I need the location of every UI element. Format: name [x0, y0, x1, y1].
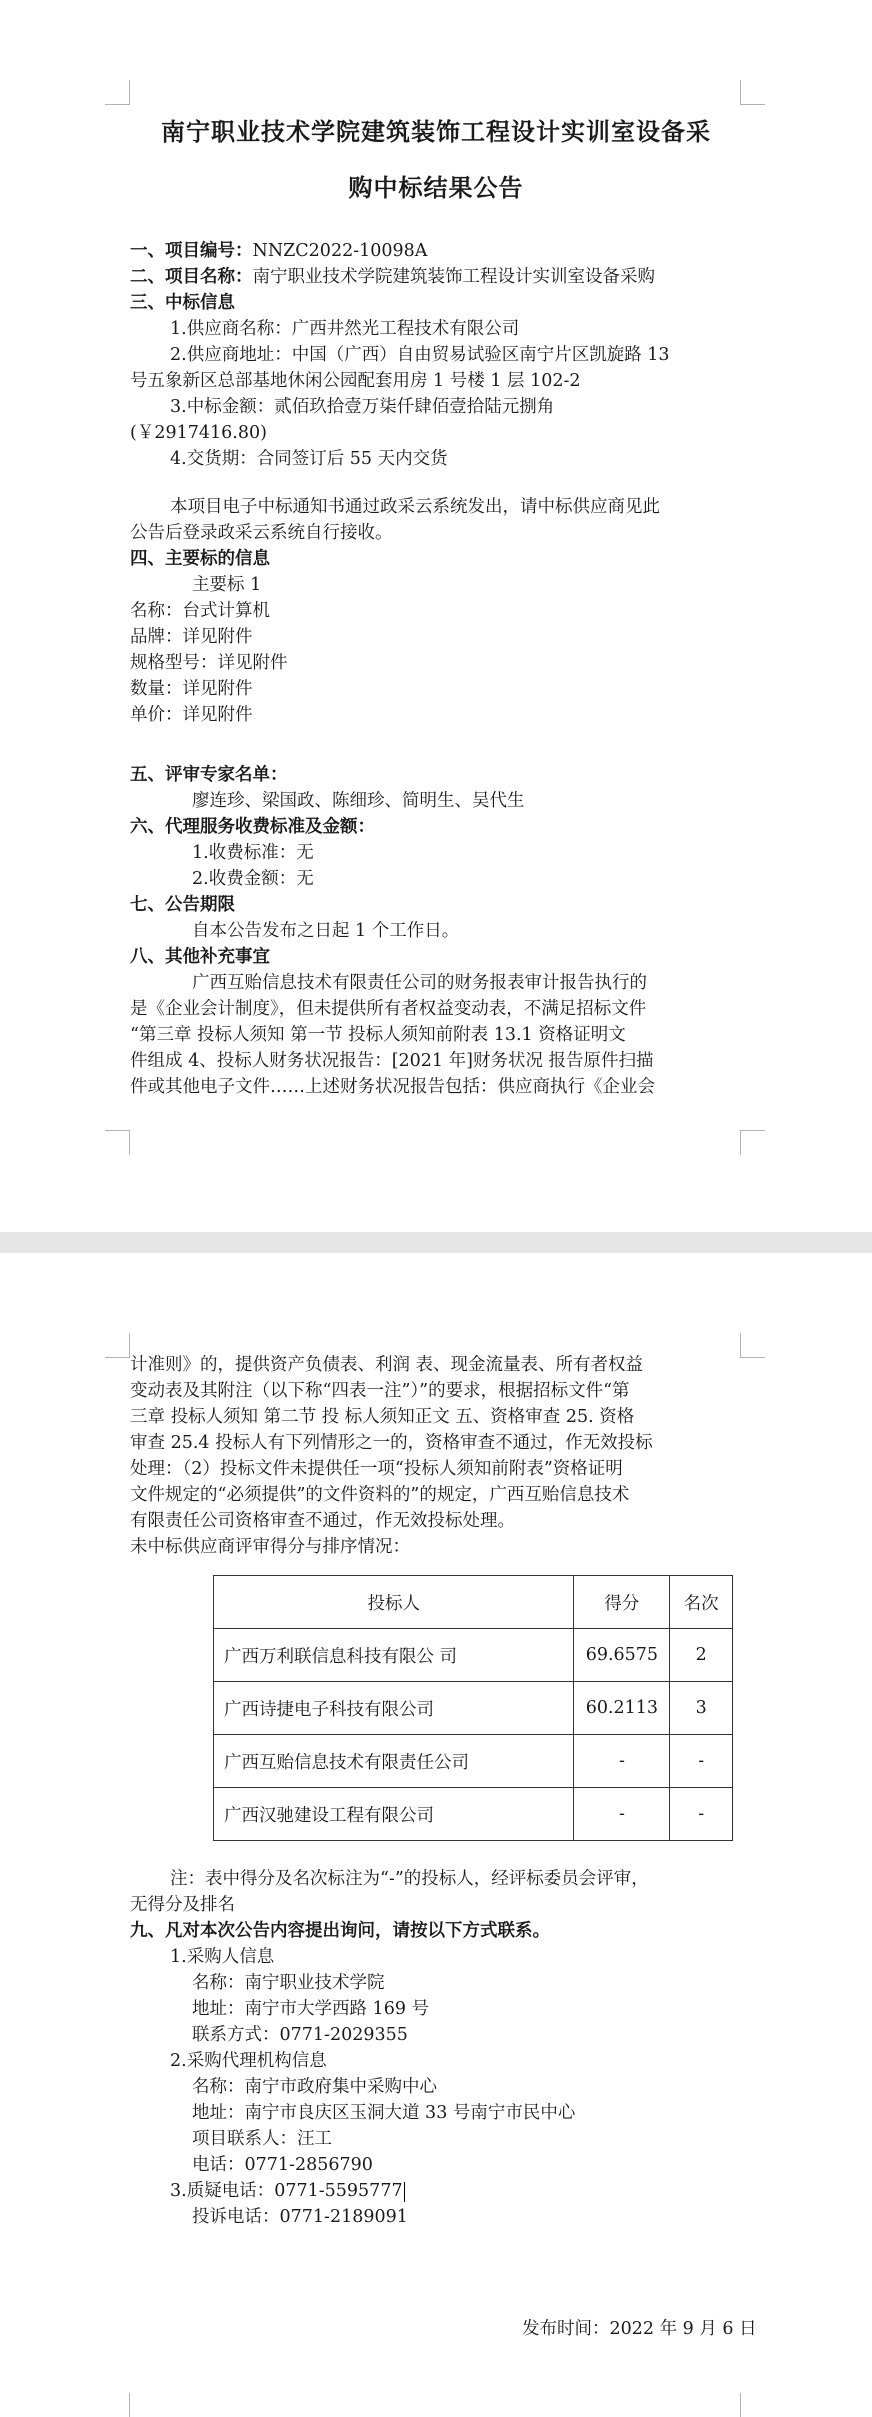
bidder-rank: 2 — [670, 1629, 733, 1682]
supplementary-text: 变动表及其附注（以下称“四表一注”）”的要求，根据招标文件“第 — [130, 1381, 630, 1401]
supplementary-text: “第三章 投标人须知 第一节 投标人须知前附表 13.1 资格证明文 — [130, 1025, 626, 1045]
supplementary-text: 审查 25.4 投标人有下列情形之一的，资格审查不通过，作无效投标 — [130, 1433, 653, 1453]
agent-phone: 电话：0771-2856790 — [192, 2155, 373, 2175]
bidder-score: - — [574, 1735, 670, 1788]
supplementary-text: 处理：（2）投标文件未提供任一项“投标人须知前附表”资格证明 — [130, 1459, 623, 1479]
page-title-line1: 南宁职业技术学院建筑装饰工程设计实训室设备采 — [161, 117, 711, 146]
item-qty: 数量：详见附件 — [130, 679, 253, 699]
crop-mark — [105, 1333, 130, 1358]
notice-paragraph-cont: 公告后登录政采云系统自行接收。 — [130, 523, 393, 543]
bidder-rank: - — [670, 1788, 733, 1841]
delivery-period: 4.交货期：合同签订后 55 天内交货 — [170, 449, 448, 469]
supplementary-text: 广西互贻信息技术有限责任公司的财务报表审计报告执行的 — [192, 973, 647, 993]
crop-mark — [105, 1130, 130, 1155]
item-name: 名称：台式计算机 — [130, 601, 270, 621]
supplementary-text: 件或其他电子文件……上述财务状况报告包括：供应商执行《企业会 — [130, 1077, 655, 1097]
supplementary-text: 件组成 4、投标人财务状况报告：[2021 年]财务状况 报告原件扫描 — [130, 1051, 654, 1071]
text-cursor — [404, 2182, 405, 2202]
table-caption: 未中标供应商评审得分与排序情况： — [130, 1537, 410, 1557]
table-header: 投标人 — [214, 1576, 574, 1629]
item-model: 规格型号：详见附件 — [130, 653, 288, 673]
section-heading: 三、中标信息 — [130, 293, 235, 313]
bidder-rank: 3 — [670, 1682, 733, 1735]
notice-paragraph: 本项目电子中标通知书通过政采云系统发出，请中标供应商见此 — [170, 497, 660, 517]
section-heading: 六、代理服务收费标准及金额： — [130, 817, 375, 837]
bidder-name: 广西万利联信息科技有限公 司 — [214, 1629, 574, 1682]
supplementary-text: 是《企业会计制度》，但未提供所有者权益变动表，不满足招标文件 — [130, 999, 647, 1019]
table-note-cont: 无得分及排名 — [130, 1895, 235, 1915]
announcement-period: 自本公告发布之日起 1 个工作日。 — [192, 921, 460, 941]
crop-mark — [105, 80, 130, 105]
query-phone: 3.质疑电话：0771-5595777 — [170, 2181, 403, 2201]
buyer-title: 1.采购人信息 — [170, 1947, 275, 1967]
section-heading: 七、公告期限 — [130, 895, 235, 915]
table-note: 注：表中得分及名次标注为“-”的投标人，经评标委员会评审， — [170, 1869, 649, 1889]
agent-address: 地址：南宁市良庆区玉洞大道 33 号南宁市民中心 — [192, 2103, 576, 2123]
section-heading: 五、评审专家名单： — [130, 765, 288, 785]
table-header: 名次 — [670, 1576, 733, 1629]
supplementary-text: 计准则》的，提供资产负债表、利润 表、现金流量表、所有者权益 — [130, 1355, 644, 1375]
item-price: 单价：详见附件 — [130, 705, 253, 725]
section-heading: 九、凡对本次公告内容提出询问，请按以下方式联系。 — [130, 1921, 550, 1941]
bidder-score: 60.2113 — [574, 1682, 670, 1735]
crop-mark — [740, 1333, 765, 1358]
bid-amount: 3.中标金额：贰佰玖拾壹万柒仟肆佰壹拾陆元捌角 — [170, 397, 555, 417]
table-header: 得分 — [574, 1576, 670, 1629]
item-brand: 品牌：详见附件 — [130, 627, 253, 647]
table-row — [214, 1682, 733, 1735]
buyer-phone: 联系方式：0771-2029355 — [192, 2025, 408, 2045]
page-title-line2: 购中标结果公告 — [348, 173, 524, 202]
supplier-name: 1.供应商名称：广西井然光工程技术有限公司 — [170, 319, 520, 339]
page-separator — [0, 1232, 872, 1253]
table-row — [214, 1788, 733, 1841]
item-label: 主要标 1 — [192, 575, 262, 595]
crop-mark — [740, 80, 765, 105]
fee-standard: 1.收费标准：无 — [192, 843, 314, 863]
bidder-name: 广西互贻信息技术有限责任公司 — [214, 1735, 574, 1788]
bidder-name: 广西汉驰建设工程有限公司 — [214, 1788, 574, 1841]
fee-amount: 2.收费金额：无 — [192, 869, 314, 889]
complaint-phone: 投诉电话：0771-2189091 — [192, 2207, 408, 2227]
crop-mark — [740, 1130, 765, 1155]
bidder-score: 69.6575 — [574, 1629, 670, 1682]
supplier-address: 2.供应商地址：中国（广西）自由贸易试验区南宁片区凯旋路 13 — [170, 345, 670, 365]
section-heading: 八、其他补充事宜 — [130, 947, 270, 967]
table-row — [214, 1735, 733, 1788]
crop-mark — [740, 2393, 765, 2417]
project-name: 二、项目名称：南宁职业技术学院建筑装饰工程设计实训室设备采购 — [130, 267, 655, 287]
supplementary-text: 有限责任公司资格审查不通过，作无效投标处理。 — [130, 1511, 515, 1531]
bidder-score: - — [574, 1788, 670, 1841]
buyer-name: 名称：南宁职业技术学院 — [192, 1973, 385, 1993]
agent-title: 2.采购代理机构信息 — [170, 2051, 327, 2071]
section-heading: 四、主要标的信息 — [130, 549, 270, 569]
score-table — [213, 1575, 733, 1841]
bidder-name: 广西诗捷电子科技有限公司 — [214, 1682, 574, 1735]
buyer-address: 地址：南宁市大学西路 169 号 — [192, 1999, 430, 2019]
supplier-address-cont: 号五象新区总部基地休闲公园配套用房 1 号楼 1 层 102-2 — [130, 371, 581, 391]
table-header-row — [214, 1576, 733, 1629]
agent-name: 名称：南宁市政府集中采购中心 — [192, 2077, 437, 2097]
publish-date: 发布时间：2022 年 9 月 6 日 — [522, 2319, 757, 2339]
crop-mark — [105, 2393, 130, 2417]
project-number: 一、项目编号：NNZC2022-10098A — [130, 241, 428, 261]
expert-names: 廖连珍、梁国政、陈细珍、简明生、吴代生 — [192, 791, 525, 811]
agent-contact: 项目联系人：汪工 — [192, 2129, 332, 2149]
bidder-rank: - — [670, 1735, 733, 1788]
bid-amount-cont: (￥2917416.80) — [130, 423, 267, 443]
table-row — [214, 1629, 733, 1682]
supplementary-text: 文件规定的“必须提供”的文件资料的”的规定，广西互贻信息技术 — [130, 1485, 630, 1505]
supplementary-text: 三章 投标人须知 第二节 投 标人须知正文 五、资格审查 25. 资格 — [130, 1407, 635, 1427]
